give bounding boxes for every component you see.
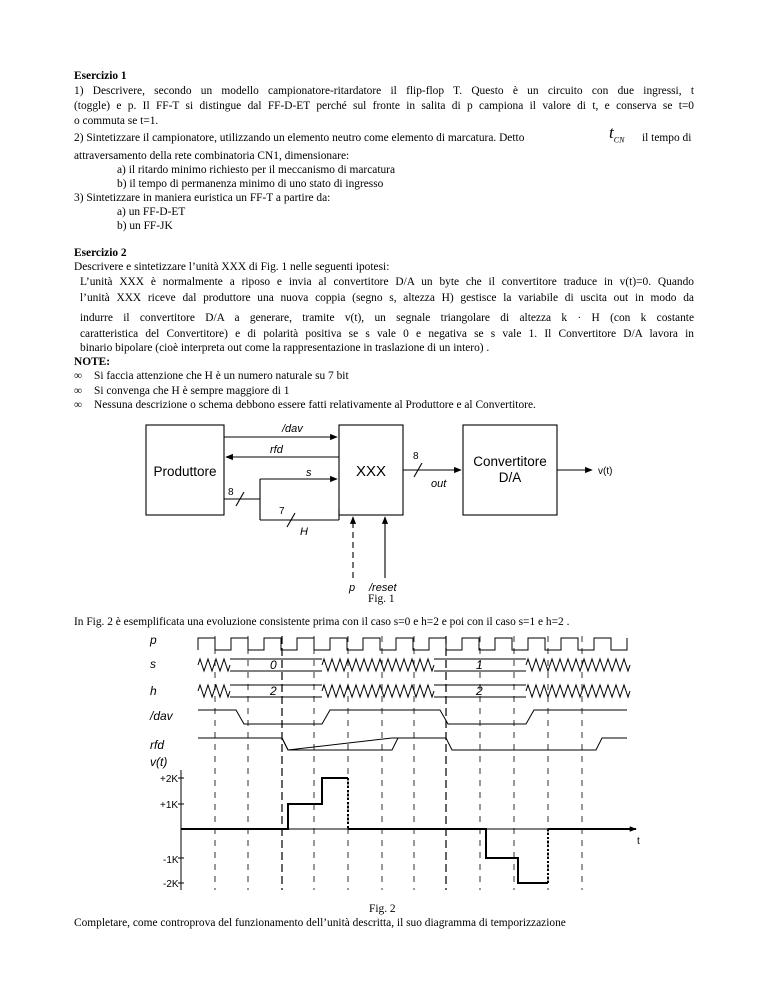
figure-2-timing-diagram (0, 630, 768, 902)
h-busy-region (322, 685, 434, 697)
ex1-line-3: o commuta se t=1. (74, 115, 159, 127)
s-value-1: 1 (476, 658, 483, 672)
ex2-para-5: binario bipolare (cioè interpreta out come la rappresentazione in traslazione di un intero) . (80, 342, 490, 354)
ex2-para-3: indurre il convertitore D/A a generare, tramite v(t), un segnale triangolare di altezza k · H (con k costante (80, 312, 694, 324)
p-clock-waveform (198, 638, 627, 650)
time-axis-label: t (637, 836, 640, 847)
bullet-icon: ∞ (74, 399, 83, 411)
out-label: out (431, 478, 447, 490)
ex1-line-8: 3) Sintetizzare in maniera euristica un FF-T a partire da: (74, 192, 331, 204)
note-2: Si convenga che H è sempre maggiore di 1 (94, 385, 290, 397)
tcn-symbol: $t_{CN}$ (609, 123, 625, 145)
h-busy-region (526, 685, 630, 697)
ex1-line-6: a) il ritardo minimo richiesto per il meccanismo di marcatura (117, 164, 396, 176)
dav-signal-label: /dav (150, 709, 173, 723)
vt-negative-step (348, 829, 548, 883)
vt-output-label: v(t) (598, 466, 613, 477)
exercise-1-title: Esercizio 1 (74, 70, 127, 82)
ex1-line-5: attraversamento della rete combinatoria CN1, dimensionare: (74, 150, 350, 162)
p-signal-label: p (150, 633, 157, 647)
s-busy-region (198, 659, 230, 671)
bullet-icon: ∞ (74, 385, 83, 397)
rfd-waveform-a (198, 738, 400, 750)
ex2-para-4: caratteristica del Convertitore) e di polarità positiva se s vale 0 e negativa se s vale 1. Il Convertitore D/A lavora in (80, 328, 694, 340)
ex1-line-1: 1) Descrivere, secondo un modello campionatore-ritardatore il flip-flop T. Questo è un circuito con due ingressi, t (74, 85, 694, 97)
vt-axis-label: v(t) (150, 755, 168, 769)
rfd-label: rfd (270, 444, 283, 456)
ex1-line-7: b) il tempo di permanenza minimo di uno stato di ingresso (117, 178, 384, 190)
s-value-0: 0 (270, 658, 277, 672)
produttore-label: Produttore (153, 464, 217, 479)
s-label: s (306, 467, 312, 479)
ex1-line-10: b) un FF-JK (117, 220, 173, 232)
h-signal-label: h (150, 684, 157, 698)
figure-2-caption: Fig. 2 (369, 903, 396, 915)
ex2-para-1: L’unità XXX è normalmente a riposo e invia al convertitore D/A un byte che il convertitore traduce in v(t)=0. Quando (80, 276, 694, 288)
s-busy-region (322, 659, 434, 671)
h-label: H (300, 526, 308, 538)
tick-label-minus-1k: -1K (163, 855, 179, 866)
dav-label: /dav (282, 423, 303, 435)
s-busy-region (526, 659, 630, 671)
bullet-icon: ∞ (74, 370, 83, 382)
dav-waveform (198, 710, 627, 724)
bus-7-label: 7 (279, 506, 285, 517)
ex1-line-4b: il tempo di (642, 132, 692, 144)
tick-label-plus-1k: +1K (160, 800, 179, 811)
figure-1-caption: Fig. 1 (368, 593, 395, 605)
note-3: Nessuna descrizione o schema debbono essere fatti relativamente al Produttore e al Convertitore. (94, 399, 536, 411)
ex2-line-1: Descrivere e sintetizzare l’unità XXX di Fig. 1 nelle seguenti ipotesi: (74, 261, 390, 273)
notes-heading: NOTE: (74, 356, 111, 368)
p-label: p (349, 582, 356, 594)
vt-positive-step (181, 778, 348, 829)
convertitore-label-1: Convertitore (473, 454, 547, 469)
tick-label-minus-2k: -2K (163, 879, 179, 890)
h-busy-region (198, 685, 230, 697)
rfd-signal-label: rfd (150, 738, 165, 752)
bus-8-label: 8 (228, 487, 234, 498)
convertitore-label-2: D/A (498, 470, 522, 485)
tick-label-plus-2k: +2K (160, 774, 179, 785)
ex1-line-4a: 2) Sintetizzare il campionatore, utilizzando un elemento neutro come elemento di marcatura. Detto (74, 132, 525, 144)
ex1-line-2: (toggle) e p. Il FF-T si distingue dal FF-D-ET perché sul fronte in salita di p campiona il valore di t, e conserva se t=0 (74, 100, 694, 112)
closing-instruction: Completare, come controprova del funzionamento dell’unità descritta, il suo diagramma di temporizzazione (74, 917, 566, 929)
ex1-line-9: a) un FF-D-ET (117, 206, 186, 218)
figure-1-block-diagram (0, 415, 768, 615)
h-value-2: 2 (476, 684, 483, 698)
xxx-label: XXX (355, 463, 387, 480)
note-1: Si faccia attenzione che H è un numero naturale su 7 bit (94, 370, 349, 382)
ex2-para-2: l’unità XXX riceve dal produttore una nuova coppia (segno s, altezza H) gestisce la variabile di uscita out in modo da (80, 292, 694, 304)
s-signal-label: s (150, 657, 156, 671)
out-8-label: 8 (413, 451, 419, 462)
h-value-1: 2 (270, 684, 277, 698)
rfd-waveform (198, 738, 627, 750)
exercise-2-title: Esercizio 2 (74, 247, 127, 259)
figure-2-intro: In Fig. 2 è esemplificata una evoluzione consistente prima con il caso s=0 e h=2 e poi con il caso s=1 e h=2 . (74, 616, 570, 628)
reset-label: /reset (369, 582, 397, 594)
